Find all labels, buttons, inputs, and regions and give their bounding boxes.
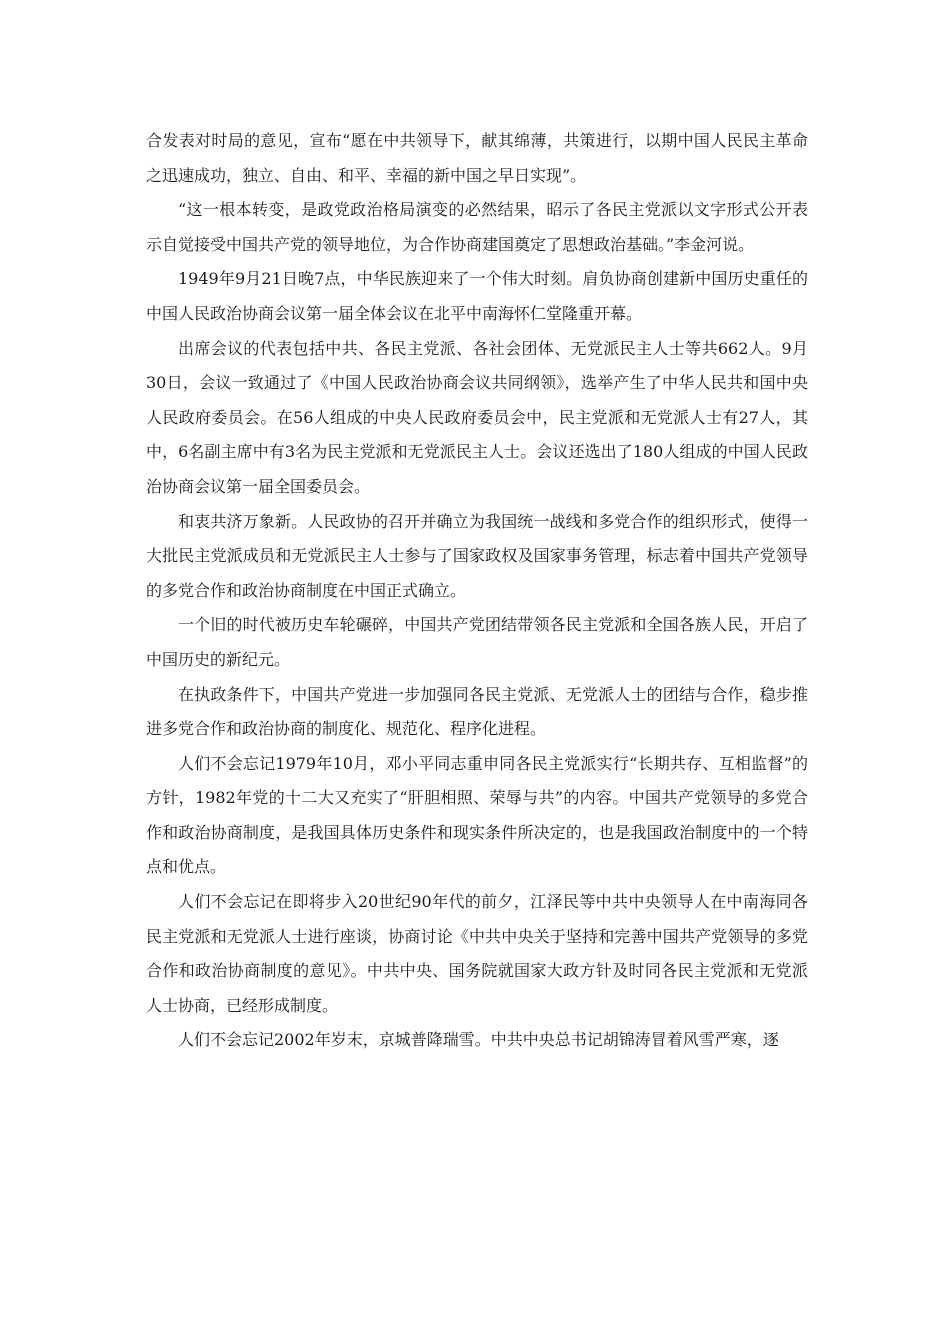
paragraph-new-era: 一个旧的时代被历史车轮碾碎，中国共产党团结带领各民主党派和全国各族人民，开启了中国历史的新纪元。 bbox=[146, 615, 808, 669]
paragraph-2002: 人们不会忘记2002年岁末，京城普降瑞雪。中共中央总书记胡锦涛冒着风雪严寒，逐 bbox=[178, 1030, 779, 1050]
paragraph-continuation: 合发表对时局的意见，宣布“愿在中共领导下，献其绵薄，共策进行，以期中国人民民主革命之迅速成功，独立、自由、和平、幸福的新中国之早日实现”。 bbox=[146, 131, 808, 185]
paragraph-delegates: 出席会议的代表包括中共、各民主党派、各社会团体、无党派民主人士等共662人。9月30日，会议一致通过了《中国人民政治协商会议共同纲领》，选举产生了中华人民共和国中央人民政府委员会。在56人组成的中央人民政府委员会中，民主党派和无党派人士有27人，其中，6名副主席中有3名为民主党派和无党派民主人士。会议还选出了180人组成的中国人民政治协商会议第一届全国委员会。 bbox=[146, 338, 808, 496]
paragraph-institutionalization: 在执政条件下，中国共产党进一步加强同各民主党派、无党派人士的团结与合作，稳步推进多党合作和政治协商的制度化、规范化、程序化进程。 bbox=[146, 684, 808, 739]
paragraph-quote-li-jinhe: “这一根本转变，是政党政治格局演变的必然结果，昭示了各民主党派以文字形式公开表示自觉接受中国共产党的领导地位，为合作协商建国奠定了思想政治基础。”李金河说。 bbox=[146, 200, 808, 254]
paragraph-1990s: 人们不会忘记在即将步入20世纪90年代的前夕，江泽民等中共中央领导人在中南海同各民主党派和无党派人士进行座谈，协商讨论《中共中央关于坚持和完善中国共产党领导的多党合作和政治协商制度的意见》。中共中央、国务院就国家大政方针及时同各民主党派和无党派人士协商，已经形成制度。 bbox=[146, 892, 808, 1015]
paragraph-cppcc-opening: 1949年9月21日晚7点，中华民族迎来了一个伟大时刻。肩负协商创建新中国历史重任的中国人民政治协商会议第一届全体会议在北平中南海怀仁堂隆重开幕。 bbox=[146, 269, 808, 323]
paragraph-multiparty-established: 和衷共济万象新。人民政协的召开并确立为我国统一战线和多党合作的组织形式，使得一大批民主党派成员和无党派民主人士参与了国家政权及国家事务管理，标志着中国共产党领导的多党合作和政治协商制度在中国正式确立。 bbox=[146, 511, 808, 600]
paragraph-1979: 人们不会忘记1979年10月，邓小平同志重申同各民主党派实行“长期共存、互相监督”的方针，1982年党的十二大又充实了“肝胆相照、荣辱与共”的内容。中国共产党领导的多党合作和政治协商制度，是我国具体历史条件和现实条件所决定的，也是我国政治制度中的一个特点和优点。 bbox=[146, 753, 808, 877]
article-body bbox=[146, 124, 808, 1058]
